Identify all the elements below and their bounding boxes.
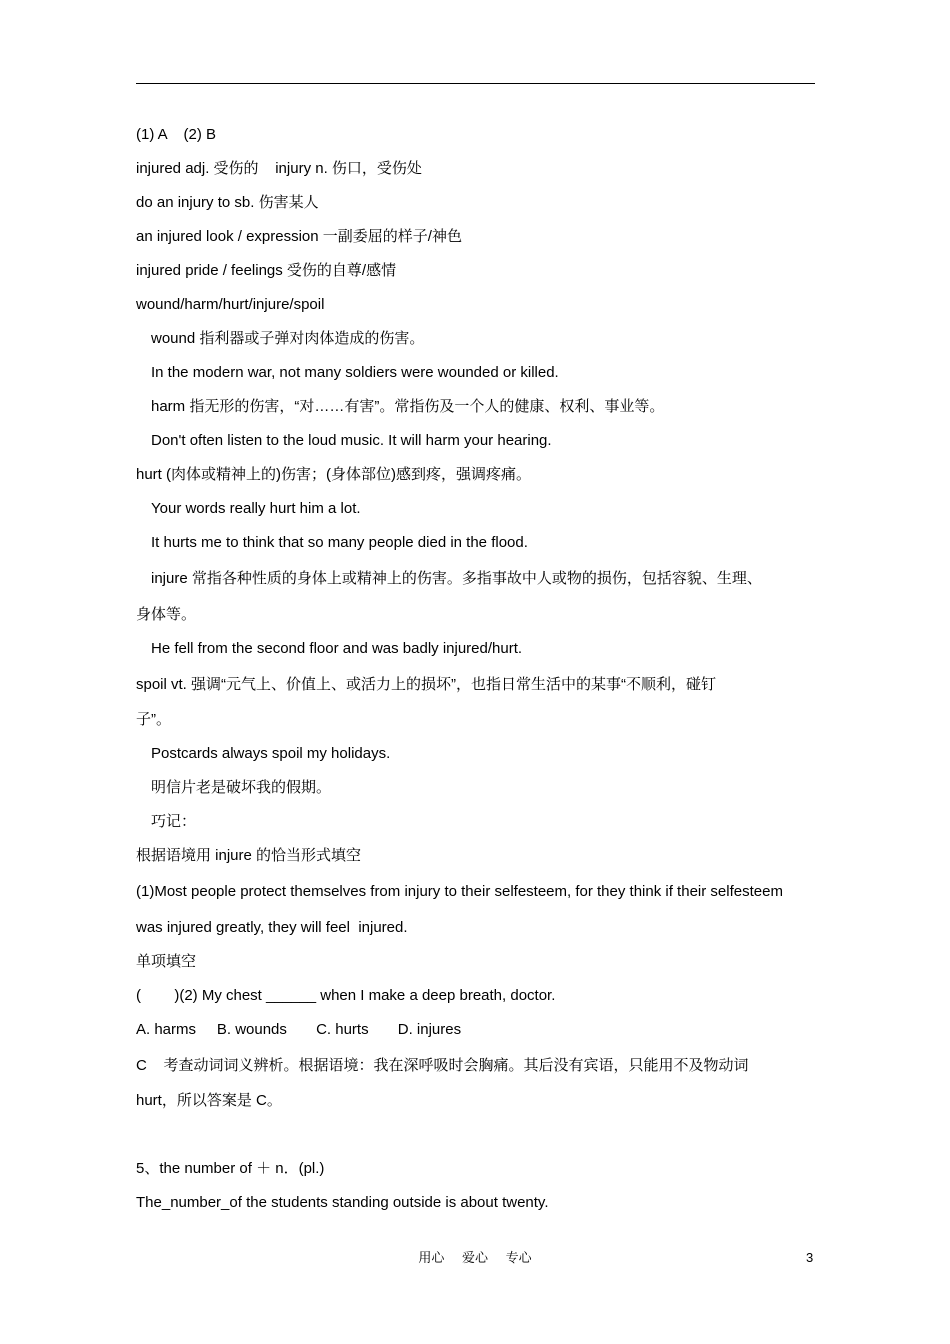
text-line: injured pride / feelings 受伤的自尊/感情 [136, 262, 397, 279]
text-line: 5、the number of ＋ n．(pl.) [136, 1160, 325, 1177]
text-line: He fell from the second floor and was badly injured/hurt. [151, 639, 523, 657]
text-line: hurt，所以答案是 C。 [136, 1092, 282, 1109]
text-line: do an injury to sb. 伤害某人 [136, 194, 319, 211]
text-line: 单项填空 [136, 952, 197, 970]
text-line: C 考查动词词义辨析。根据语境：我在深呼吸时会胸痛。其后没有宾语，只能用不及物动词 [136, 1056, 749, 1074]
page-number: 3 [806, 1250, 814, 1265]
text-line: It hurts me to think that so many people died in the flood. [151, 534, 528, 551]
text-line: 根据语境用 injure 的恰当形式填空 [136, 847, 362, 864]
text-line: wound/harm/hurt/injure/spoil [136, 296, 325, 313]
text-line: harm 指无形的伤害，“对……有害”。常指伤及一个人的健康、权利、事业等。 [151, 398, 665, 415]
text-line: 明信片老是破坏我的假期。 [151, 779, 332, 796]
text-line: was injured greatly, they will feel injured. [136, 918, 408, 936]
text-line: Your words really hurt him a lot. [151, 500, 361, 517]
footer-motto: 用心 爱心 专心 [418, 1250, 532, 1265]
text-line: spoil vt. 强调“元气上、价值上、或活力上的损坏”，也指日常生活中的某事“不顺利，碰钉 [136, 675, 717, 693]
text-line: Don't often listen to the loud music. It will harm your hearing. [151, 432, 552, 449]
text-line: A. harms B. wounds C. hurts D. injures [136, 1020, 462, 1038]
text-line: The_number_of the students standing outside is about twenty. [136, 1194, 549, 1211]
text-line: 子”。 [136, 711, 171, 728]
text-line: 巧记： [151, 813, 197, 830]
text-line: Postcards always spoil my holidays. [151, 745, 391, 762]
page-footer [0, 1248, 950, 1268]
text-line: In the modern war, not many soldiers were wounded or killed. [151, 364, 559, 381]
text-line: ( )(2) My chest ______ when I make a deep breath, doctor. [136, 986, 556, 1004]
text-line: injure 常指各种性质的身体上或精神上的伤害。多指事故中人或物的损伤，包括容貌、生理、 [151, 570, 762, 587]
header-rule [136, 83, 815, 84]
text-line: wound 指利器或子弹对肉体造成的伤害。 [151, 330, 425, 347]
text-line: (1)Most people protect themselves from injury to their selfesteem, for they think if their selfesteem [136, 883, 783, 900]
text-line: (1) A (2) B [136, 126, 217, 143]
text-line: hurt (肉体或精神上的)伤害；(身体部位)感到疼，强调疼痛。 [136, 466, 531, 483]
text-line: injured adj. 受伤的 injury n. 伤口，受伤处 [136, 160, 422, 177]
text-line: an injured look / expression 一副委屈的样子/神色 [136, 228, 462, 245]
page-body [136, 118, 815, 1220]
text-line: 身体等。 [136, 605, 197, 623]
blank-line [136, 1118, 815, 1152]
